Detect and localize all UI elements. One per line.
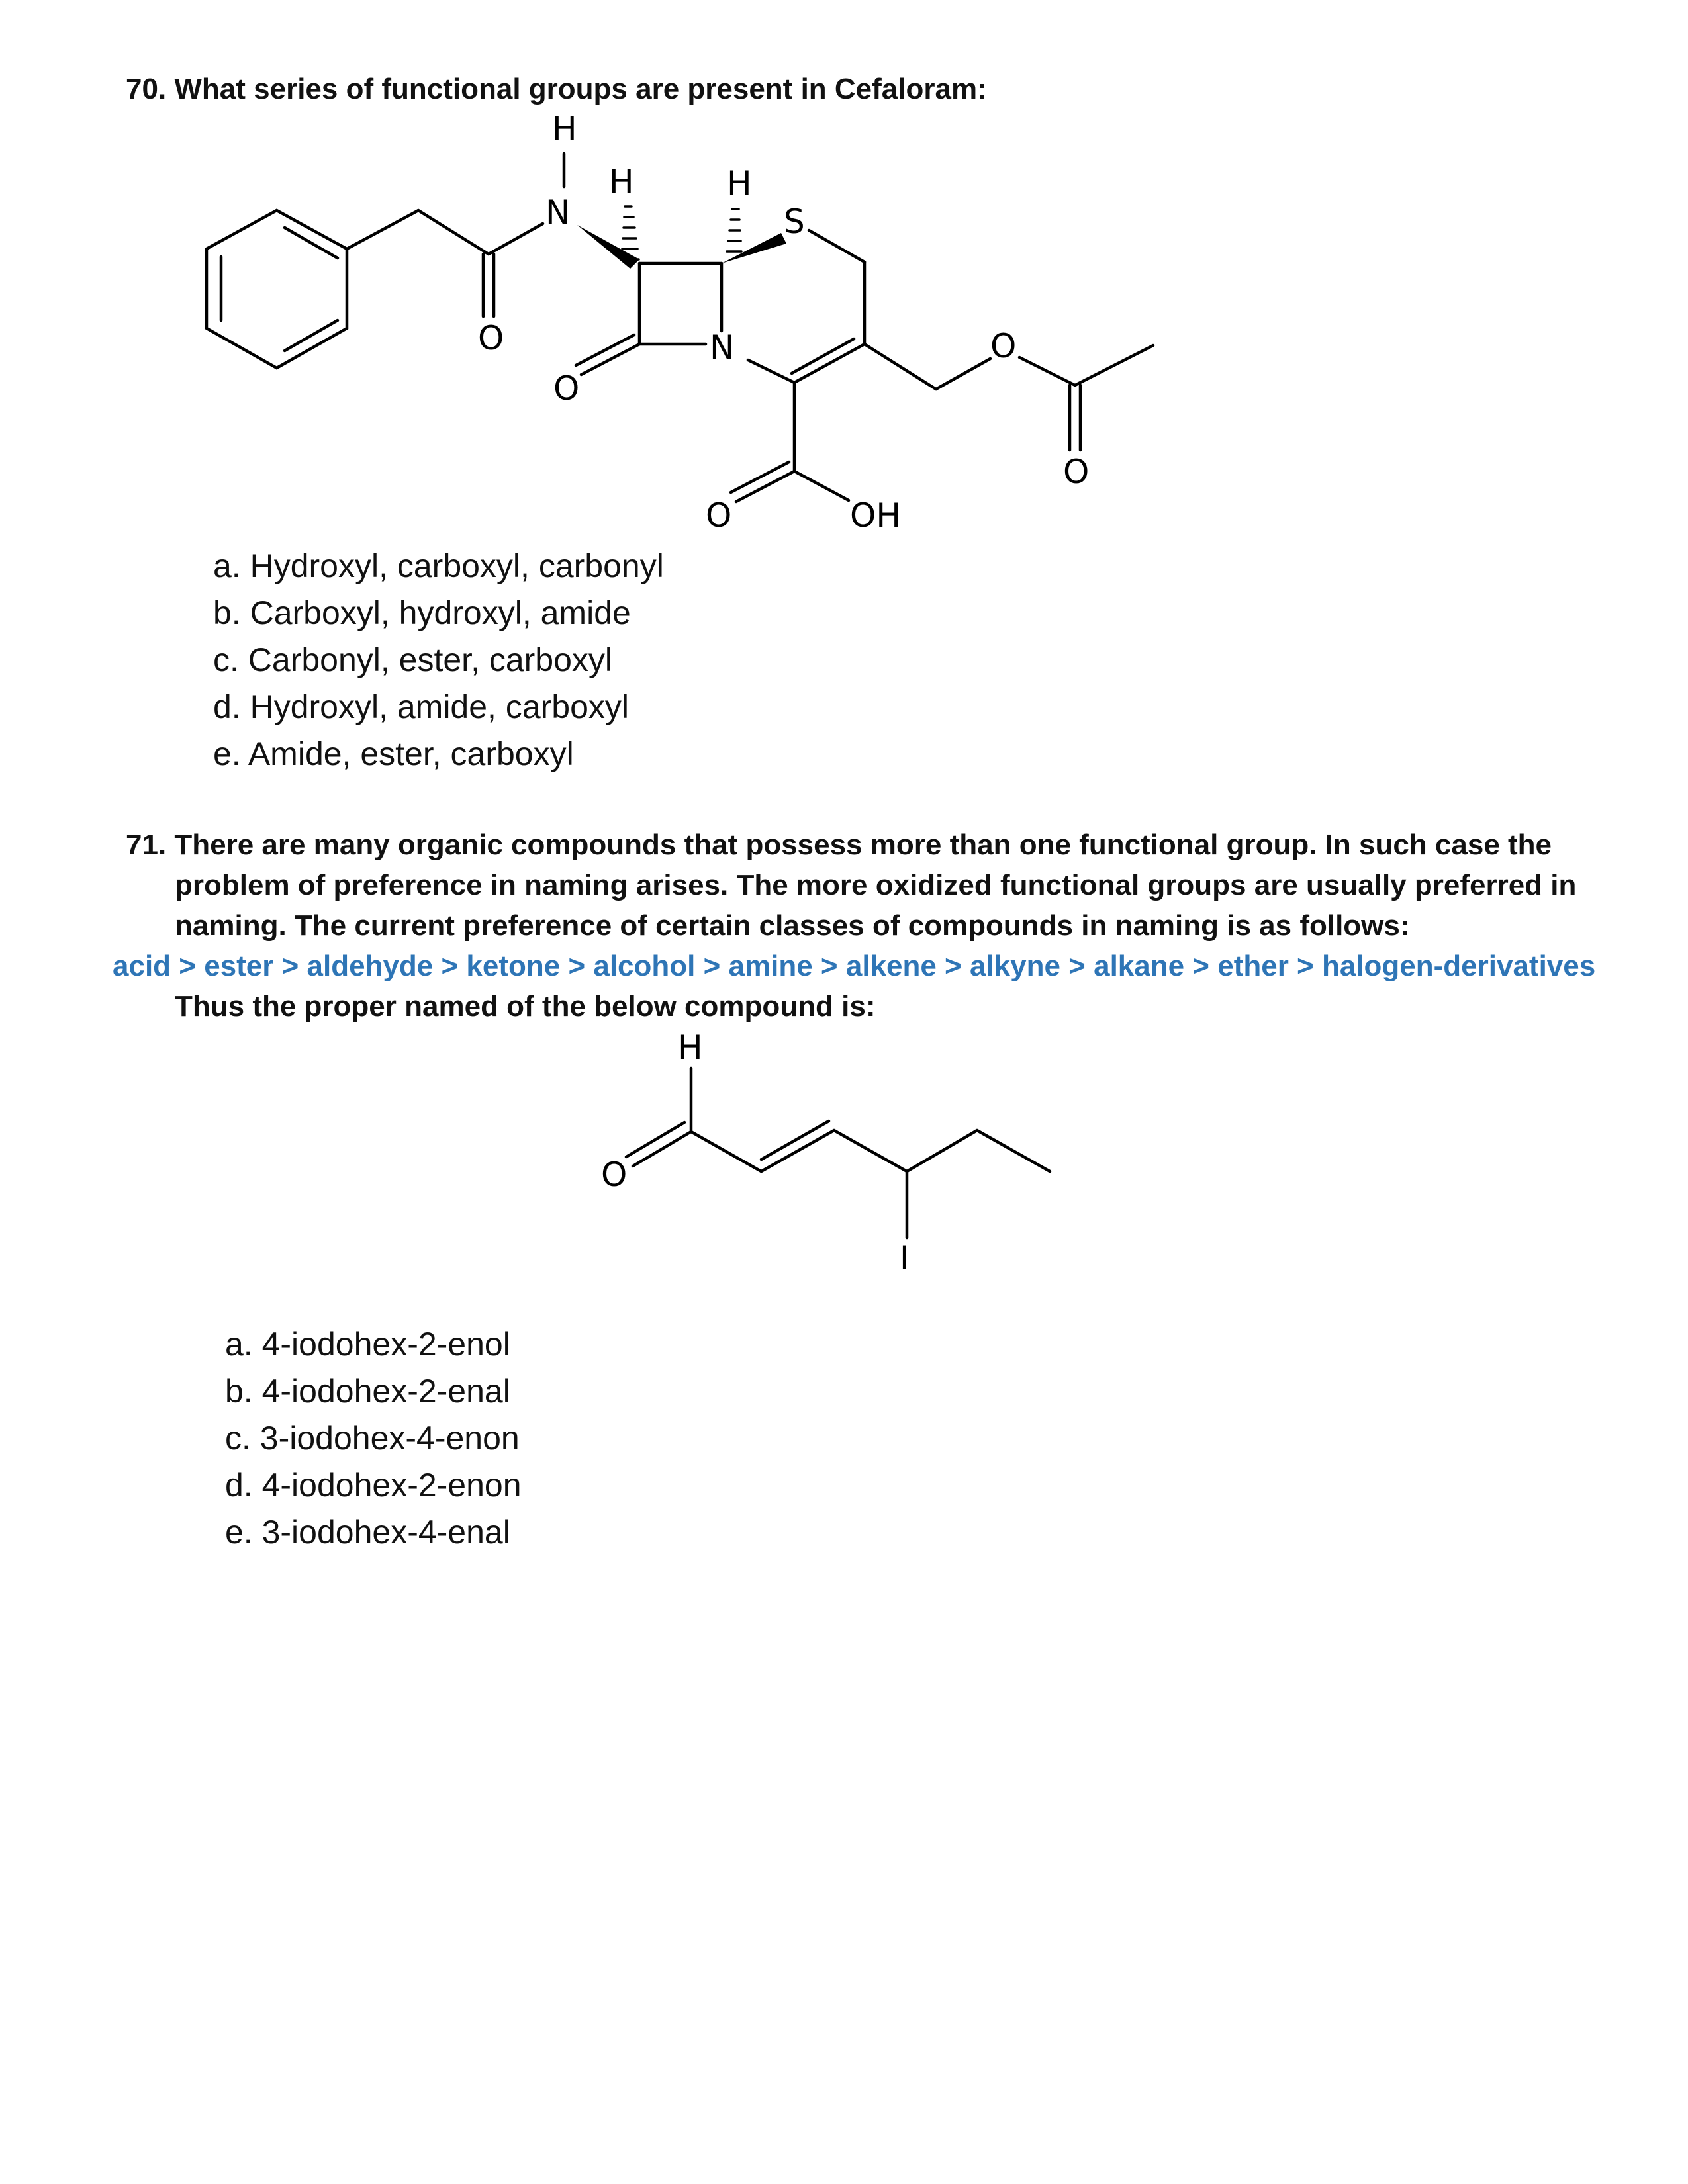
option-c[interactable]: c. Carbonyl, ester, carboxyl: [213, 641, 613, 678]
question-71-text: [126, 825, 1582, 946]
atom-N-ring: N: [710, 328, 735, 367]
option-a[interactable]: a. Hydroxyl, carboxyl, carbonyl: [213, 547, 664, 584]
bond: [347, 210, 418, 249]
benzene-inner-bond: [285, 228, 338, 258]
atom-O-ester-carbonyl: O: [1063, 453, 1090, 491]
bond: [489, 224, 543, 254]
benzene-ring: [207, 210, 347, 368]
option-b[interactable]: b. 4-iodohex-2-enal: [225, 1373, 510, 1410]
question-70-options: [213, 543, 664, 778]
bond: [691, 1132, 761, 1171]
atom-H-stereo-right: H: [727, 164, 752, 203]
atom-OH: OH: [850, 496, 901, 535]
bond: [1019, 357, 1075, 385]
wedge-bond: [577, 225, 639, 269]
double-bond: [761, 1130, 834, 1171]
option-a[interactable]: a. 4-iodohex-2-enol: [225, 1326, 510, 1363]
question-71-options: [225, 1321, 522, 1556]
option-e[interactable]: e. Amide, ester, carboxyl: [213, 735, 574, 772]
option-c[interactable]: c. 3-iodohex-4-enon: [225, 1420, 520, 1457]
option-e[interactable]: e. 3-iodohex-4-enal: [225, 1514, 510, 1551]
option-b[interactable]: b. Carboxyl, hydroxyl, amide: [213, 594, 631, 631]
atom-H-stereo-left: H: [609, 163, 634, 201]
bond: [794, 471, 849, 500]
bond: [907, 1130, 977, 1171]
bond: [936, 359, 990, 389]
benzene-inner-bond: [285, 320, 338, 351]
cefaloram-structure: [0, 0, 1688, 596]
atom-O-ester: O: [990, 327, 1017, 365]
iodohexenal-structure: [0, 1019, 1688, 1284]
double-bond: [794, 344, 865, 383]
option-d[interactable]: d. 4-iodohex-2-enon: [225, 1467, 522, 1504]
naming-preference-order: acid > ester > aldehyde > ketone > alcohol > amine > alkene > alkyne > alkane > ether > halogen-derivatives: [113, 950, 1596, 982]
bond: [748, 360, 794, 383]
question-70-title: 70. What series of functional groups are present in Cefaloram:: [126, 73, 987, 105]
bond: [1075, 345, 1153, 385]
bond: [977, 1130, 1050, 1171]
question-71-line-1: 71. There are many organic compounds that possess more than one functional group. In such case the: [126, 829, 1552, 861]
bond: [834, 1130, 907, 1171]
atom-O-lactam: O: [553, 369, 580, 408]
question-71-prompt: Thus the proper named of the below compound is:: [175, 990, 876, 1023]
atom-H-aldehyde: H: [678, 1028, 703, 1067]
bond: [865, 344, 936, 389]
atom-N-amide: N: [545, 193, 571, 232]
option-d[interactable]: d. Hydroxyl, amide, carboxyl: [213, 688, 630, 725]
atom-O-aldehyde: O: [601, 1156, 628, 1194]
atom-O-acid: O: [706, 496, 732, 535]
atom-H-top: H: [552, 110, 577, 148]
wedge-bond: [722, 233, 786, 263]
atom-O-amide: O: [478, 319, 504, 357]
bond: [809, 230, 865, 262]
question-71-line-3: naming. The current preference of certain classes of compounds in naming is as follows:: [175, 909, 1410, 942]
atom-S: S: [784, 203, 805, 241]
question-71-line-2: problem of preference in naming arises. The more oxidized functional groups are usually preferred in: [175, 869, 1577, 901]
bond: [418, 210, 489, 254]
atom-I: I: [900, 1239, 910, 1277]
